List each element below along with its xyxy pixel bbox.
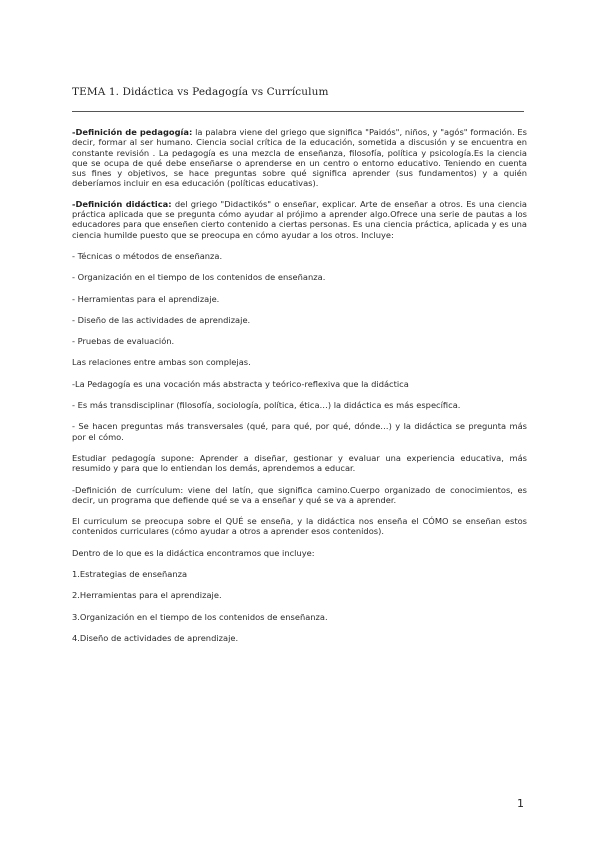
term-didactica: -Definición didáctica: <box>72 198 172 209</box>
paragraph-curriculum-vs: El curriculum se preocupa sobre el QUÉ se enseña, y la didáctica nos enseña el CÓMO se enseñan estos contenidos curriculares (cómo ayudar a otros a aprender esos contenidos). <box>72 516 527 537</box>
paragraph-estudiar: Estudiar pedagogía supone: Aprender a diseñar, gestionar y evaluar una experiencia educativa, más resumido y para que lo entiendan los demás, aprendemos a educar. <box>72 452 527 474</box>
list-item: - Se hacen preguntas más transversales (qué, para qué, por qué, dónde…) y la didáctica se pregunta más por el cómo. <box>72 421 527 442</box>
text-didactica: del griego "Didactikós" o enseñar, explicar. Arte de enseñar a otros. Es una ciencia práctica aplicada que se pregunta cómo ayudar al prójimo a aprender algo.Ofrece una serie de pautas a los educadores para que enseñen cierto contenido a ciertas personas. Es una ciencia práctica, aplicada y es una ciencia humilde puesto que se preocupa en cómo ayudar a los otros. Incluye: <box>72 198 528 240</box>
list-item: 1.Estrategias de enseñanza <box>72 569 188 580</box>
list-item: 3.Organización en el tiempo de los contenidos de enseñanza. <box>72 611 328 622</box>
list-item: - Técnicas o métodos de enseñanza. <box>72 250 223 261</box>
list-item: - Organización en el tiempo de los contenidos de enseñanza. <box>72 272 326 283</box>
paragraph-dentro: Dentro de lo que es la didáctica encontramos que incluye: <box>72 547 315 558</box>
title-divider <box>72 111 524 112</box>
term-pedagogia: -Definición de pedagogía: <box>72 127 193 137</box>
page-number: 1 <box>517 797 524 810</box>
list-item: 2.Herramientas para el aprendizaje. <box>72 590 222 601</box>
list-item: -La Pedagogía es una vocación más abstracta y teórico-reflexiva que la didáctica <box>72 378 409 389</box>
document-title: TEMA 1. Didáctica vs Pedagogía vs Currículum <box>72 86 329 98</box>
list-item: - Es más transdisciplinar (filosofía, sociología, política, ética…) la didáctica es más específica. <box>72 400 461 411</box>
list-item: - Diseño de las actividades de aprendizaje. <box>72 314 251 325</box>
paragraph-def-pedagogia <box>72 127 527 189</box>
document-body <box>72 127 527 643</box>
list-item: - Herramientas para el aprendizaje. <box>72 293 220 304</box>
list-item: 4.Diseño de actividades de aprendizaje. <box>72 632 239 643</box>
list-item: - Pruebas de evaluación. <box>72 336 175 347</box>
paragraph-def-curriculum: -Definición de currículum: viene del latín, que significa camino.Cuerpo organizado de conocimientos, es decir, un programa que defiende qué se va a enseñar y qué se va a aprender. <box>72 484 527 505</box>
text-pedagogia: la palabra viene del griego que significa "Paidós", niños, y "agós" formación. Es decir, formar al ser humano. Ciencia social crítica de la educación, sometida a discusión y se encuentra en constante revisión . La pedagogía es una mezcla de enseñanza, filosofía, política y psicología.Es la ciencia que se ocupa de qué debe enseñarse o aprenderse en un centro o entorno educativo. Teniendo en cuenta sus fines y objetivos, se hace preguntas sobre qué significa aprender (sus fundamentos) y a quién deberíamos incluir en esa educación (políticas educativas). <box>72 127 527 189</box>
paragraph-relaciones: Las relaciones entre ambas son complejas. <box>72 357 251 368</box>
paragraph-def-didactica <box>72 199 527 240</box>
